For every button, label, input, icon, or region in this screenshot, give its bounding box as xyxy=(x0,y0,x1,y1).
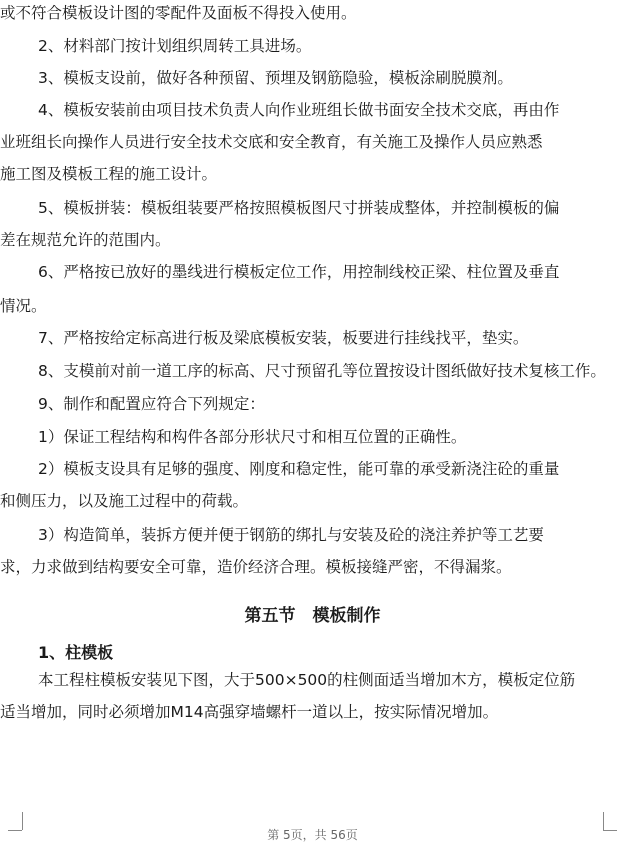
paragraph-line: 2）模板支设具有足够的强度、刚度和稳定性，能可靠的承受新浇注砼的重量 xyxy=(38,460,560,478)
paragraph-line: 7、严格按给定标高进行板及梁底模板安装，板要进行挂线找平，垫实。 xyxy=(38,329,529,347)
subsection-title: 1、柱模板 xyxy=(38,643,114,662)
paragraph-line: 2、材料部门按计划组织周转工具进场。 xyxy=(38,37,312,55)
paragraph-line: 本工程柱模板安装见下图，大于500×500的柱侧面适当增加木方，模板定位筋 xyxy=(38,671,576,689)
paragraph-line: 和侧压力，以及施工过程中的荷载。 xyxy=(0,492,249,510)
section-title: 第五节 模板制作 xyxy=(244,606,381,626)
paragraph-line: 9、制作和配置应符合下列规定： xyxy=(38,395,265,413)
page-number: 第 5页，共 56页 xyxy=(267,828,358,842)
paragraph-line: 6、严格按已放好的墨线进行模板定位工作，用控制线校正梁、柱位置及垂直 xyxy=(38,263,560,281)
paragraph-line: 求，力求做到结构要安全可靠，造价经济合理。模板接缝严密，不得漏浆。 xyxy=(0,558,512,576)
paragraph-line: 4、模板安装前由项目技术负责人向作业班组长做书面安全技术交底，再由作 xyxy=(38,101,560,119)
paragraph-line: 或不符合模板设计图的零配件及面板不得投入使用。 xyxy=(0,4,357,22)
paragraph-line: 差在规范允许的范围内。 xyxy=(0,231,171,249)
paragraph-line: 施工图及模板工程的施工设计。 xyxy=(0,165,218,183)
paragraph-line: 3、模板支设前，做好各种预留、预埋及钢筋隐验，模板涂刷脱膜剂。 xyxy=(38,69,513,87)
paragraph-line: 适当增加，同时必须增加M14高强穿墙螺杆一道以上，按实际情况增加。 xyxy=(0,703,499,721)
paragraph-line: 业班组长向操作人员进行安全技术交底和安全教育，有关施工及操作人员应熟悉 xyxy=(0,133,543,151)
paragraph-line: 情况。 xyxy=(0,297,47,315)
paragraph-line: 5、模板拼装：模板组装要严格按照模板图尺寸拼装成整体，并控制模板的偏 xyxy=(38,199,560,217)
paragraph-line: 1）保证工程结构和构件各部分形状尺寸和相互位置的正确性。 xyxy=(38,428,467,446)
paragraph-line: 3）构造简单，装拆方便并便于钢筋的绑扎与安装及砼的浇注养护等工艺要 xyxy=(38,526,544,544)
paragraph-line: 8、支模前对前一道工序的标高、尺寸预留孔等位置按设计图纸做好技术复核工作。 xyxy=(38,362,606,380)
